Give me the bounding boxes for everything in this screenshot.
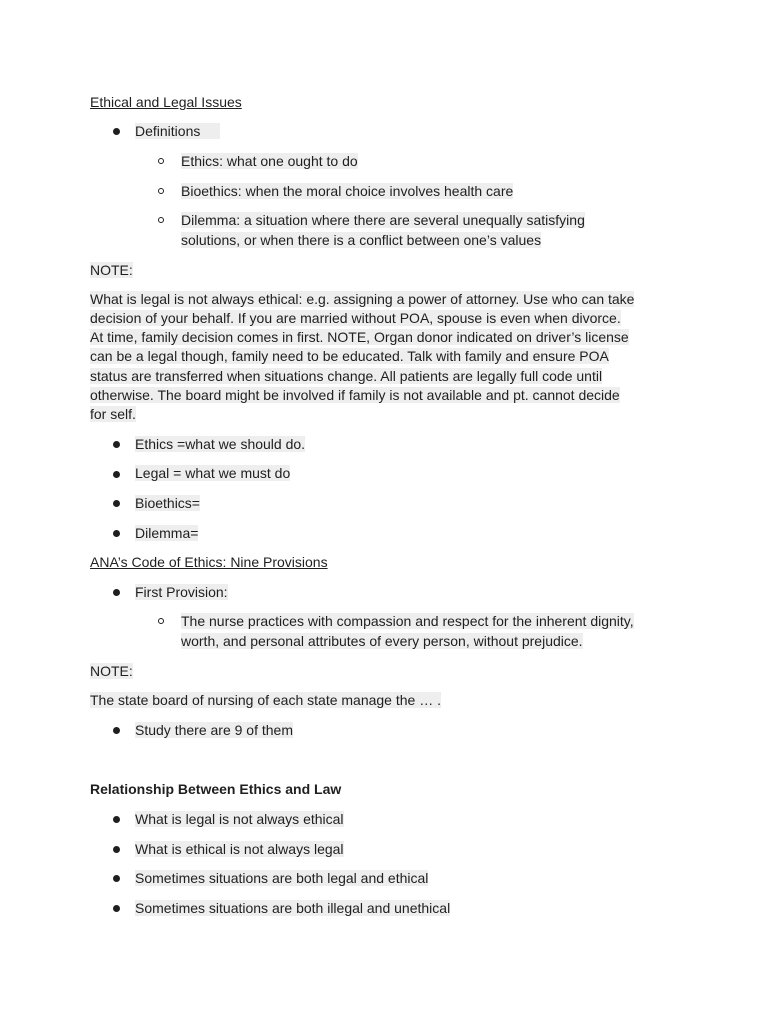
list-item-ethical-not-legal — [135, 840, 344, 859]
bullet-icon — [113, 875, 120, 882]
list-item-text: Bioethics= — [135, 495, 200, 511]
bullet-icon — [113, 530, 120, 537]
sub-bullet-icon — [158, 188, 164, 194]
paragraph1-text: for self. — [90, 406, 136, 422]
list-item-text: Dilemma= — [135, 525, 199, 541]
bullet-icon — [113, 441, 120, 448]
provision-label-text: First Provision: — [135, 584, 228, 600]
list-item-text: Sometimes situations are both illegal and unethical — [135, 900, 451, 916]
paragraph1-text: decision of your behalf. If you are married without POA, spouse is even when divorce. — [90, 310, 621, 326]
sub-bullet-icon — [158, 217, 164, 223]
list-item-ethics — [135, 435, 305, 454]
note-label — [90, 261, 133, 280]
paragraph1-text: status are transferred when situations change. All patients are legally full code until — [90, 368, 603, 384]
list-item-text: Sometimes situations are both legal and ethical — [135, 870, 429, 886]
paragraph1-line — [90, 347, 609, 366]
definition-ethics-text: Ethics: what one ought to do — [181, 153, 358, 169]
definition-bioethics — [181, 182, 513, 201]
paragraph1-text: otherwise. The board might be involved if family is not available and pt. cannot decide — [90, 387, 620, 403]
provision-text: The nurse practices with compassion and respect for the inherent dignity, — [181, 613, 634, 629]
paragraph1-text: At time, family decision comes in first. NOTE, Organ donor indicated on driver’s license — [90, 329, 629, 345]
definition-dilemma-text2: solutions, or when there is a conflict between one’s values — [181, 232, 542, 248]
definition-dilemma-text1: Dilemma: a situation where there are several unequally satisfying — [181, 212, 585, 228]
heading-relationship: Relationship Between Ethics and Law — [90, 781, 342, 797]
list-item-bioethics — [135, 494, 200, 513]
paragraph1-line — [90, 405, 136, 424]
list-item-text: What is ethical is not always legal — [135, 841, 344, 857]
definition-bioethics-text: Bioethics: when the moral choice involves health care — [181, 183, 514, 199]
bullet-icon — [113, 905, 120, 912]
list-item-both-illegal-unethical — [135, 899, 450, 918]
list-item-text: What is legal is not always ethical — [135, 811, 344, 827]
provision-label — [135, 583, 228, 602]
sub-bullet-icon — [158, 618, 164, 624]
list-item-text: Study there are 9 of them — [135, 722, 293, 738]
note-label-text: NOTE: — [90, 262, 133, 278]
list-item-dilemma — [135, 524, 198, 543]
bullet-icon — [113, 128, 120, 135]
bullet-icon — [113, 816, 120, 823]
paragraph1-line — [90, 367, 602, 386]
note-label-text: NOTE: — [90, 663, 133, 679]
note-label — [90, 662, 133, 681]
provision-text: worth, and personal attributes of every person, without prejudice. — [181, 633, 583, 649]
paragraph1-line — [90, 386, 620, 405]
bullet-icon — [113, 471, 120, 478]
list-item-legal-not-ethical — [135, 810, 344, 829]
list-item-study — [135, 721, 293, 740]
list-item-both-legal-ethical — [135, 869, 428, 888]
paragraph1-line — [90, 290, 634, 309]
bullet-icon — [113, 846, 120, 853]
list-item-text: Ethics =what we should do. — [135, 436, 306, 452]
paragraph1-line — [90, 328, 629, 347]
paragraph2-text: The state board of nursing of each state manage the … . — [90, 692, 441, 708]
sub-bullet-icon — [158, 158, 164, 164]
definition-dilemma-line2 — [181, 231, 541, 250]
bullet-icon — [113, 500, 120, 507]
definitions-label — [135, 122, 220, 141]
bullet-icon — [113, 727, 120, 734]
list-item-text: Legal = what we must do — [135, 465, 291, 481]
definition-ethics — [181, 152, 358, 171]
bullet-icon — [113, 589, 120, 596]
definition-dilemma-line1 — [181, 211, 585, 230]
provision-text-line2 — [181, 632, 583, 651]
paragraph1-text: What is legal is not always ethical: e.g. assigning a power of attorney. Use who can take — [90, 291, 635, 307]
paragraph1-text: can be a legal though, family need to be educated. Talk with family and ensure POA — [90, 348, 609, 364]
list-item-legal — [135, 464, 290, 483]
paragraph2 — [90, 691, 441, 710]
definitions-label-text: Definitions — [135, 123, 201, 139]
paragraph1-line — [90, 309, 621, 328]
provision-text-line1 — [181, 612, 634, 631]
heading-ethical-legal-issues: Ethical and Legal Issues — [90, 94, 242, 110]
heading-ana-code: ANA’s Code of Ethics: Nine Provisions — [90, 554, 328, 570]
